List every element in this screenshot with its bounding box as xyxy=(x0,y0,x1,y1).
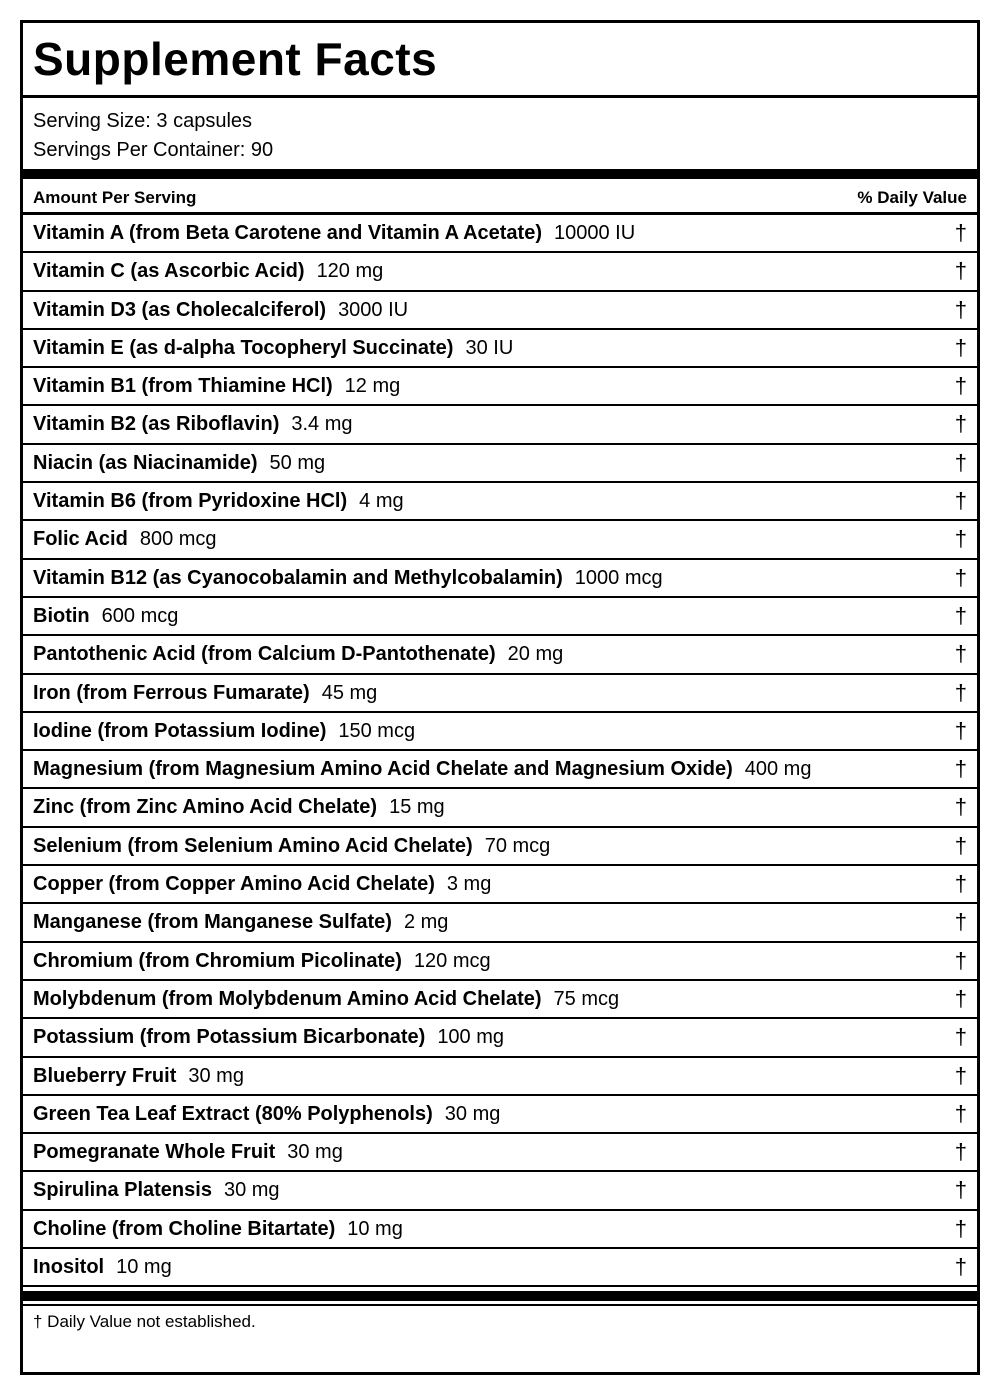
daily-value-dagger: † xyxy=(954,679,967,705)
ingredient-amount: 75 mcg xyxy=(553,987,620,1010)
ingredient-name: Folic Acid xyxy=(33,528,128,551)
daily-value-dagger: † xyxy=(954,220,967,245)
ingredient-amount: 45 mg xyxy=(321,681,378,704)
ingredient-row xyxy=(23,1019,977,1057)
daily-value-dagger: † xyxy=(954,1254,967,1280)
ingredient-name: Choline (from Choline Bitartate) xyxy=(33,1217,336,1240)
ingredient-amount: 800 mcg xyxy=(139,528,217,551)
daily-value-dagger: † xyxy=(954,334,967,360)
ingredient-row xyxy=(23,1134,977,1172)
ingredient-label xyxy=(33,375,400,397)
panel-title: Supplement Facts xyxy=(33,33,438,85)
ingredient-label xyxy=(33,796,445,818)
daily-value-dagger: † xyxy=(954,985,967,1011)
ingredient-label xyxy=(33,452,325,474)
ingredient-amount: 20 mg xyxy=(507,643,564,666)
ingredient-amount: 2 mg xyxy=(403,911,449,934)
ingredient-name: Zinc (from Zinc Amino Acid Chelate) xyxy=(33,796,378,819)
ingredient-amount: 4 mg xyxy=(359,490,404,513)
ingredient-row xyxy=(23,483,977,521)
ingredient-amount: 30 mg xyxy=(188,1064,244,1087)
ingredient-name: Selenium (from Selenium Amino Acid Chelate) xyxy=(33,834,473,857)
ingredient-name: Vitamin B1 (from Thiamine HCl) xyxy=(33,375,333,398)
ingredient-row xyxy=(23,828,977,866)
ingredient-row xyxy=(23,675,977,713)
ingredient-row xyxy=(23,598,977,636)
ingredient-row xyxy=(23,981,977,1019)
daily-value-dagger: † xyxy=(954,947,967,973)
ingredient-label xyxy=(33,222,635,244)
daily-value-dagger: † xyxy=(954,1177,967,1203)
supplement-facts-panel xyxy=(20,20,980,1375)
ingredient-row xyxy=(23,789,977,827)
ingredient-label xyxy=(33,337,513,359)
ingredient-label xyxy=(33,567,663,589)
ingredient-amount: 12 mg xyxy=(344,375,401,398)
thick-divider-top xyxy=(23,169,977,179)
ingredient-name: Pomegranate Whole Fruit xyxy=(33,1141,276,1164)
ingredient-label xyxy=(33,873,491,895)
ingredient-amount: 3 mg xyxy=(446,873,492,896)
ingredient-amount: 150 mcg xyxy=(338,719,416,742)
ingredient-label xyxy=(33,1141,343,1163)
daily-value-dagger: † xyxy=(954,526,967,552)
daily-value-dagger: † xyxy=(954,794,967,820)
ingredient-row xyxy=(23,368,977,406)
serving-size: Serving Size: 3 capsules xyxy=(33,110,253,132)
ingredient-name: Pantothenic Acid (from Calcium D-Pantothenate) xyxy=(33,643,496,666)
servings-per-container: Servings Per Container: 90 xyxy=(33,139,274,161)
ingredient-label xyxy=(33,490,404,512)
ingredient-label xyxy=(33,1256,172,1278)
ingredient-row xyxy=(23,1211,977,1249)
ingredient-amount: 70 mcg xyxy=(484,834,551,857)
daily-value-dagger: † xyxy=(954,373,967,399)
ingredient-amount: 100 mg xyxy=(437,1026,505,1049)
ingredient-name: Iodine (from Potassium Iodine) xyxy=(33,719,327,742)
daily-value-header: % Daily Value xyxy=(857,188,967,207)
ingredient-name: Vitamin B2 (as Riboflavin) xyxy=(33,413,280,436)
daily-value-dagger: † xyxy=(954,258,967,284)
ingredient-row xyxy=(23,215,977,253)
ingredient-amount: 10 mg xyxy=(347,1217,403,1240)
ingredient-amount: 50 mg xyxy=(269,451,326,474)
daily-value-dagger: † xyxy=(954,1100,967,1126)
daily-value-dagger: † xyxy=(954,602,967,628)
ingredient-label xyxy=(33,1179,280,1201)
ingredient-label xyxy=(33,758,811,780)
ingredient-label xyxy=(33,950,491,972)
ingredient-label xyxy=(33,835,550,857)
ingredient-label xyxy=(33,682,377,704)
ingredient-name: Biotin xyxy=(33,604,90,627)
ingredient-name: Niacin (as Niacinamide) xyxy=(33,451,258,474)
daily-value-dagger: † xyxy=(954,871,967,897)
ingredient-row xyxy=(23,751,977,789)
daily-value-dagger: † xyxy=(954,449,967,475)
ingredient-amount: 30 IU xyxy=(465,336,514,359)
ingredient-name: Vitamin A (from Beta Carotene and Vitamin A Acetate) xyxy=(33,222,542,244)
ingredient-row xyxy=(23,636,977,674)
daily-value-dagger: † xyxy=(954,641,967,667)
ingredient-name: Green Tea Leaf Extract (80% Polyphenols) xyxy=(33,1102,433,1125)
ingredient-label xyxy=(33,605,178,627)
ingredient-name: Potassium (from Potassium Bicarbonate) xyxy=(33,1026,426,1049)
thin-divider-bottom xyxy=(23,1304,977,1306)
ingredient-amount: 30 mg xyxy=(444,1102,501,1125)
daily-value-dagger: † xyxy=(954,411,967,437)
ingredient-name: Blueberry Fruit xyxy=(33,1064,177,1087)
ingredient-name: Vitamin B12 (as Cyanocobalamin and Methylcobalamin) xyxy=(33,566,563,589)
ingredient-row xyxy=(23,1096,977,1134)
ingredient-label xyxy=(33,1103,500,1125)
daily-value-dagger: † xyxy=(954,488,967,514)
ingredient-amount: 600 mcg xyxy=(101,604,179,627)
ingredient-label xyxy=(33,1026,504,1048)
ingredient-name: Vitamin D3 (as Cholecalciferol) xyxy=(33,298,327,321)
ingredient-amount: 15 mg xyxy=(389,796,445,819)
ingredient-label xyxy=(33,260,383,282)
ingredient-label xyxy=(33,299,408,321)
ingredient-row xyxy=(23,1172,977,1210)
ingredient-label xyxy=(33,413,353,435)
ingredient-name: Chromium (from Chromium Picolinate) xyxy=(33,949,402,972)
ingredient-name: Copper (from Copper Amino Acid Chelate) xyxy=(33,873,435,896)
daily-value-dagger: † xyxy=(954,1139,967,1165)
ingredient-name: Molybdenum (from Molybdenum Amino Acid Chelate) xyxy=(33,987,542,1010)
ingredient-amount: 30 mg xyxy=(287,1141,343,1164)
ingredient-row xyxy=(23,406,977,444)
daily-value-dagger: † xyxy=(954,717,967,743)
ingredient-name: Spirulina Platensis xyxy=(33,1179,212,1202)
ingredient-row xyxy=(23,713,977,751)
ingredient-name: Vitamin E (as d-alpha Tocopheryl Succinate) xyxy=(33,336,454,359)
ingredient-label xyxy=(33,1065,244,1087)
daily-value-dagger: † xyxy=(954,1062,967,1088)
daily-value-dagger: † xyxy=(954,1215,967,1241)
ingredient-amount: 3000 IU xyxy=(338,298,409,321)
ingredient-amount: 400 mg xyxy=(744,758,812,781)
ingredient-label xyxy=(33,1218,403,1240)
ingredient-row xyxy=(23,866,977,904)
ingredient-name: Vitamin B6 (from Pyridoxine HCl) xyxy=(33,490,348,513)
ingredient-amount: 3.4 mg xyxy=(291,413,353,436)
ingredient-name: Inositol xyxy=(33,1256,105,1279)
ingredient-row xyxy=(23,904,977,942)
ingredient-name: Iron (from Ferrous Fumarate) xyxy=(33,681,310,704)
daily-value-dagger: † xyxy=(954,564,967,590)
ingredient-name: Magnesium (from Magnesium Amino Acid Chelate and Magnesium Oxide) xyxy=(33,758,733,781)
footnote: † Daily Value not established. xyxy=(33,1312,256,1331)
daily-value-dagger: † xyxy=(954,832,967,858)
ingredient-amount: 1000 mcg xyxy=(574,566,663,589)
title-divider xyxy=(23,95,977,98)
ingredient-row xyxy=(23,253,977,291)
ingredient-amount: 120 mcg xyxy=(413,949,491,972)
amount-per-serving-header: Amount Per Serving xyxy=(33,188,197,207)
ingredient-row xyxy=(23,445,977,483)
ingredient-amount: 10 mg xyxy=(116,1256,172,1279)
thick-divider-bottom xyxy=(23,1291,977,1301)
daily-value-dagger: † xyxy=(954,296,967,322)
ingredient-row xyxy=(23,560,977,598)
ingredient-list xyxy=(23,215,977,1287)
daily-value-dagger: † xyxy=(954,756,967,782)
ingredient-row xyxy=(23,330,977,368)
ingredient-amount: 10000 IU xyxy=(554,222,636,244)
ingredient-name: Vitamin C (as Ascorbic Acid) xyxy=(33,260,305,283)
ingredient-row xyxy=(23,521,977,559)
ingredient-amount: 30 mg xyxy=(223,1179,280,1202)
daily-value-dagger: † xyxy=(954,1024,967,1050)
ingredient-label xyxy=(33,911,448,933)
ingredient-name: Manganese (from Manganese Sulfate) xyxy=(33,911,392,934)
ingredient-row xyxy=(23,292,977,330)
ingredient-row xyxy=(23,943,977,981)
ingredient-row xyxy=(23,1058,977,1096)
ingredient-row xyxy=(23,1249,977,1287)
ingredient-label xyxy=(33,720,415,742)
ingredient-label xyxy=(33,643,563,665)
ingredient-label xyxy=(33,988,619,1010)
ingredient-amount: 120 mg xyxy=(316,260,384,283)
daily-value-dagger: † xyxy=(954,909,967,935)
ingredient-label xyxy=(33,528,217,550)
